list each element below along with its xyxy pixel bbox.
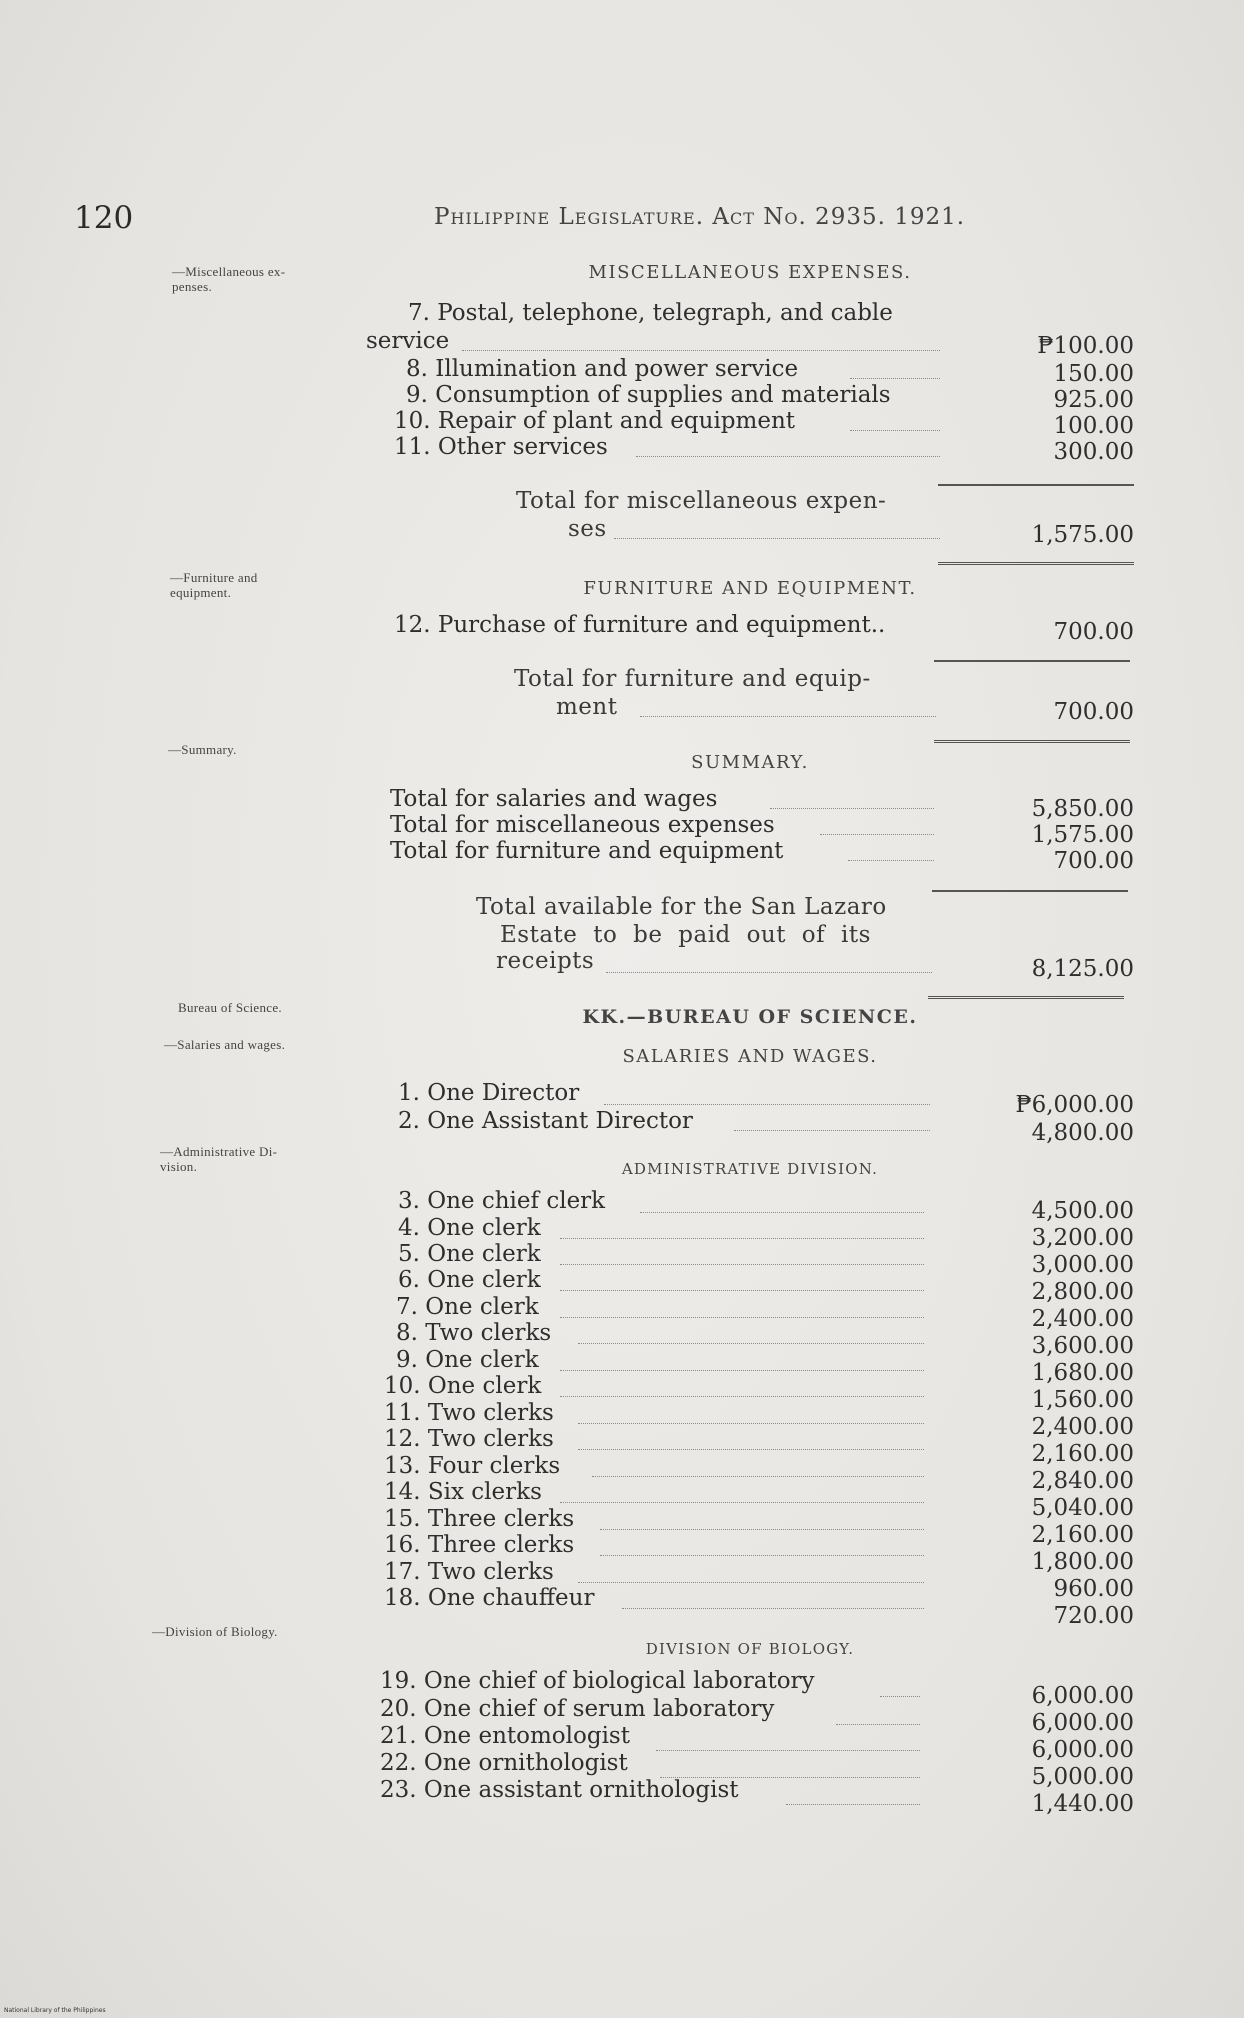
leader-dots	[850, 430, 940, 431]
biology-item: 23. One assistant ornithologist	[380, 1777, 739, 1803]
leader-dots	[560, 1396, 924, 1397]
leader-dots	[850, 378, 940, 379]
admin-item: 6. One clerk	[398, 1267, 541, 1293]
admin-item-amount: 2,840.00	[1031, 1468, 1134, 1494]
admin-item-amount: 2,400.00	[1031, 1414, 1134, 1440]
page-header	[74, 200, 1074, 240]
summary-misc-amount: 1,575.00	[1031, 822, 1134, 848]
bureau-heading: KK.—BUREAU OF SCIENCE.	[582, 1006, 918, 1028]
leader-dots	[560, 1290, 924, 1291]
leader-dots	[462, 350, 940, 351]
leader-dots	[600, 1529, 924, 1530]
bureau-item-2-amount: 4,800.00	[1031, 1120, 1134, 1146]
margin-note-biology: —Division of Biology.	[152, 1624, 278, 1639]
admin-item: 9. One clerk	[396, 1347, 539, 1373]
misc-total-line2: ses	[568, 516, 607, 542]
admin-item: 13. Four clerks	[384, 1453, 561, 1479]
leader-dots	[656, 1750, 920, 1751]
leader-dots	[734, 1130, 930, 1131]
summary-furniture-amount: 700.00	[1053, 848, 1134, 874]
biology-item: 22. One ornithologist	[380, 1750, 628, 1776]
biology-item-amount: 6,000.00	[1031, 1683, 1134, 1709]
admin-item-amount: 1,800.00	[1031, 1549, 1134, 1575]
footer-credit: National Library of the Philippines	[4, 2007, 106, 2014]
misc-total-line1: Total for miscellaneous expen-	[516, 488, 887, 514]
margin-note-text: vision.	[160, 1159, 198, 1174]
margin-note-text: —Furniture and	[170, 570, 258, 585]
biology-item-amount: 1,440.00	[1031, 1791, 1134, 1817]
furniture-heading: FURNITURE AND EQUIPMENT.	[583, 578, 917, 599]
misc-item-10-amount: 100.00	[1053, 413, 1134, 439]
leader-dots	[578, 1582, 924, 1583]
admin-item: 8. Two clerks	[396, 1320, 552, 1346]
admin-item: 7. One clerk	[396, 1294, 539, 1320]
margin-note-misc	[172, 264, 285, 294]
biology-item-amount: 6,000.00	[1031, 1737, 1134, 1763]
margin-note-salaries: —Salaries and wages.	[164, 1037, 286, 1052]
admin-item: 10. One clerk	[384, 1373, 542, 1399]
admin-item: 17. Two clerks	[384, 1559, 554, 1585]
admin-item-amount: 4,500.00	[1031, 1198, 1134, 1224]
leader-dots	[560, 1238, 924, 1239]
summary-total-line1: Total available for the San Lazaro	[476, 894, 887, 920]
biology-item: 20. One chief of serum laboratory	[380, 1696, 775, 1722]
misc-item-11-amount: 300.00	[1053, 439, 1134, 465]
margin-note-admin	[160, 1144, 277, 1174]
admin-item-amount: 3,000.00	[1031, 1252, 1134, 1278]
admin-item-amount: 2,160.00	[1031, 1441, 1134, 1467]
admin-item: 14. Six clerks	[384, 1479, 542, 1505]
misc-item-8-amount: 150.00	[1053, 361, 1134, 387]
admin-item: 3. One chief clerk	[398, 1188, 606, 1214]
leader-dots	[820, 834, 934, 835]
margin-note-text: equipment.	[170, 585, 232, 600]
misc-item-9: 9. Consumption of supplies and materials	[406, 382, 891, 408]
margin-note-bureau: Bureau of Science.	[178, 1000, 282, 1015]
admin-item-amount: 2,800.00	[1031, 1279, 1134, 1305]
leader-dots	[770, 808, 934, 809]
leader-dots	[560, 1317, 924, 1318]
summary-misc: Total for miscellaneous expenses	[390, 812, 775, 838]
admin-item-amount: 3,200.00	[1031, 1225, 1134, 1251]
misc-item-8: 8. Illumination and power service	[406, 356, 799, 382]
admin-item: 5. One clerk	[398, 1241, 541, 1267]
admin-item-amount: 1,680.00	[1031, 1360, 1134, 1386]
summary-total-line2: Estate to be paid out of its	[500, 922, 871, 948]
misc-total-amount: 1,575.00	[1031, 522, 1134, 548]
admin-item-amount: 3,600.00	[1031, 1333, 1134, 1359]
leader-dots	[636, 456, 940, 457]
leader-dots	[640, 1212, 924, 1213]
leader-dots	[592, 1476, 924, 1477]
leader-dots	[560, 1264, 924, 1265]
misc-item-9-amount: 925.00	[1053, 387, 1134, 413]
margin-note-summary: —Summary.	[168, 742, 237, 757]
admin-item: 16. Three clerks	[384, 1532, 575, 1558]
misc-item-7-line1: 7. Postal, telephone, telegraph, and cable	[408, 300, 893, 326]
leader-dots	[560, 1502, 924, 1503]
furniture-item-12-amount: 700.00	[1053, 619, 1134, 645]
biology-item-amount: 5,000.00	[1031, 1764, 1134, 1790]
misc-heading: MISCELLANEOUS EXPENSES.	[588, 262, 912, 283]
leader-dots	[578, 1449, 924, 1450]
total-double-rule	[938, 562, 1134, 565]
bureau-item-2: 2. One Assistant Director	[398, 1108, 693, 1134]
leader-dots	[614, 538, 940, 539]
salaries-heading: SALARIES AND WAGES.	[622, 1046, 878, 1067]
misc-item-7-line2: service	[366, 328, 450, 354]
leader-dots	[880, 1696, 920, 1697]
admin-heading: ADMINISTRATIVE DIVISION.	[621, 1160, 879, 1178]
admin-item: 15. Three clerks	[384, 1506, 575, 1532]
leader-dots	[600, 1555, 924, 1556]
bureau-item-1: 1. One Director	[398, 1080, 580, 1106]
leader-dots	[622, 1608, 924, 1609]
admin-item-amount: 2,400.00	[1031, 1306, 1134, 1332]
margin-note-text: —Miscellaneous ex-	[172, 264, 286, 279]
leader-dots	[848, 860, 934, 861]
admin-item-amount: 960.00	[1053, 1576, 1134, 1602]
admin-item: 18. One chauffeur	[384, 1585, 595, 1611]
admin-item: 11. Two clerks	[384, 1400, 554, 1426]
summary-salaries-amount: 5,850.00	[1031, 796, 1134, 822]
summary-total-line3: receipts	[496, 948, 595, 974]
admin-item: 12. Two clerks	[384, 1426, 554, 1452]
total-double-rule	[934, 740, 1130, 743]
subtotal-rule	[938, 484, 1134, 486]
biology-heading: DIVISION OF BIOLOGY.	[645, 1640, 855, 1658]
admin-item-amount: 720.00	[1053, 1603, 1134, 1629]
leader-dots	[560, 1370, 924, 1371]
page-number: 120	[74, 200, 134, 236]
bureau-item-1-amount: ₱6,000.00	[1015, 1092, 1134, 1118]
subtotal-rule	[934, 660, 1130, 662]
leader-dots	[604, 1104, 930, 1105]
margin-note-text: penses.	[172, 279, 213, 294]
misc-item-11: 11. Other services	[394, 434, 608, 460]
leader-dots	[606, 972, 932, 973]
biology-item: 21. One entomologist	[380, 1723, 630, 1749]
furniture-total-amount: 700.00	[1053, 699, 1134, 725]
summary-total-amount: 8,125.00	[1031, 956, 1134, 982]
leader-dots	[640, 716, 936, 717]
furniture-total-line2: ment	[556, 694, 618, 720]
subtotal-rule	[932, 890, 1128, 892]
total-double-rule	[928, 996, 1124, 999]
summary-furniture: Total for furniture and equipment	[390, 838, 784, 864]
biology-item-amount: 6,000.00	[1031, 1710, 1134, 1736]
furniture-item-12: 12. Purchase of furniture and equipment..	[394, 612, 886, 638]
misc-item-7-amount: ₱100.00	[1037, 333, 1134, 359]
leader-dots	[836, 1724, 920, 1725]
margin-note-text: —Administrative Di-	[160, 1144, 278, 1159]
leader-dots	[786, 1804, 920, 1805]
misc-item-10: 10. Repair of plant and equipment	[394, 408, 796, 434]
admin-item: 4. One clerk	[398, 1215, 541, 1241]
margin-note-furniture	[170, 570, 258, 600]
biology-item: 19. One chief of biological laboratory	[380, 1668, 815, 1694]
leader-dots	[578, 1423, 924, 1424]
admin-item-amount: 2,160.00	[1031, 1522, 1134, 1548]
furniture-total-line1: Total for furniture and equip-	[514, 666, 871, 692]
admin-item-amount: 5,040.00	[1031, 1495, 1134, 1521]
admin-item-amount: 1,560.00	[1031, 1387, 1134, 1413]
summary-salaries: Total for salaries and wages	[390, 786, 718, 812]
leader-dots	[578, 1343, 924, 1344]
summary-heading: SUMMARY.	[691, 752, 809, 773]
running-head: Philippine Legislature. Act No. 2935. 1921.	[434, 204, 966, 230]
